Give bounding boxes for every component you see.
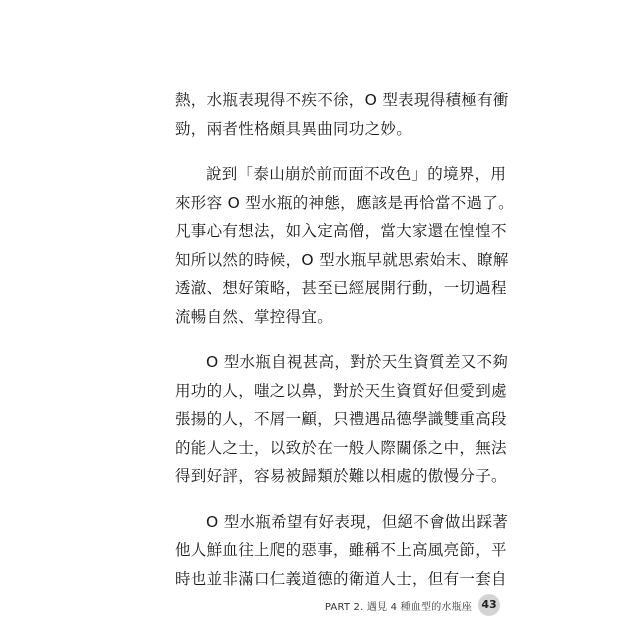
text-line: 用功的人，嗤之以鼻，對於天生資質好但愛到處 [175,381,507,400]
text-line: O 型水瓶自視甚高，對於天生資質差又不夠 [206,353,509,371]
text-line: 張揚的人，不屑一顧，只禮遇品德學識雙重高段 [175,410,507,428]
text-line: 流暢自然、掌控得宜。 [175,307,334,326]
text-line: 透澈、想好策略，甚至已經展開行動，一切過程 [175,279,507,297]
text-line: 知所以然的時候，O 型水瓶早就思索始末、瞭解 [175,250,509,269]
text-line: 時也並非滿口仁義道德的衛道人士，但有一套自 [175,569,507,588]
page-number-badge: 43 [478,594,500,616]
text-line: 說到「泰山崩於前而面不改色」的境界，用 [206,165,507,183]
running-head: PART 2. 遇見 4 種血型的水瓶座 [324,601,472,613]
paragraph-3 [175,348,509,491]
paragraph-2 [175,160,514,331]
paragraph-4 [175,508,509,594]
text-line: 凡事心有想法，如入定高僧，當大家還在惶惶不 [175,222,507,240]
text-line: 得到好評，容易被歸類於難以相處的傲慢分子。 [175,467,507,485]
text-line: 來形容 O 型水瓶的神態，應該是再恰當不過了。 [175,193,514,212]
page-footer [325,594,500,616]
text-line: 勁，兩者性格頗具異曲同功之妙。 [175,119,413,138]
text-line: 他人鮮血往上爬的惡事，雖稱不上高風亮節，平 [175,541,507,559]
paragraph-1 [175,86,509,143]
text-line: O 型水瓶希望有好表現，但絕不會做出踩著 [206,512,509,531]
text-line: 的能人之士，以致於在一般人際關係之中，無法 [175,438,507,457]
text-line: 熱，水瓶表現得不疾不徐，O 型表現得積極有衝 [175,91,509,109]
